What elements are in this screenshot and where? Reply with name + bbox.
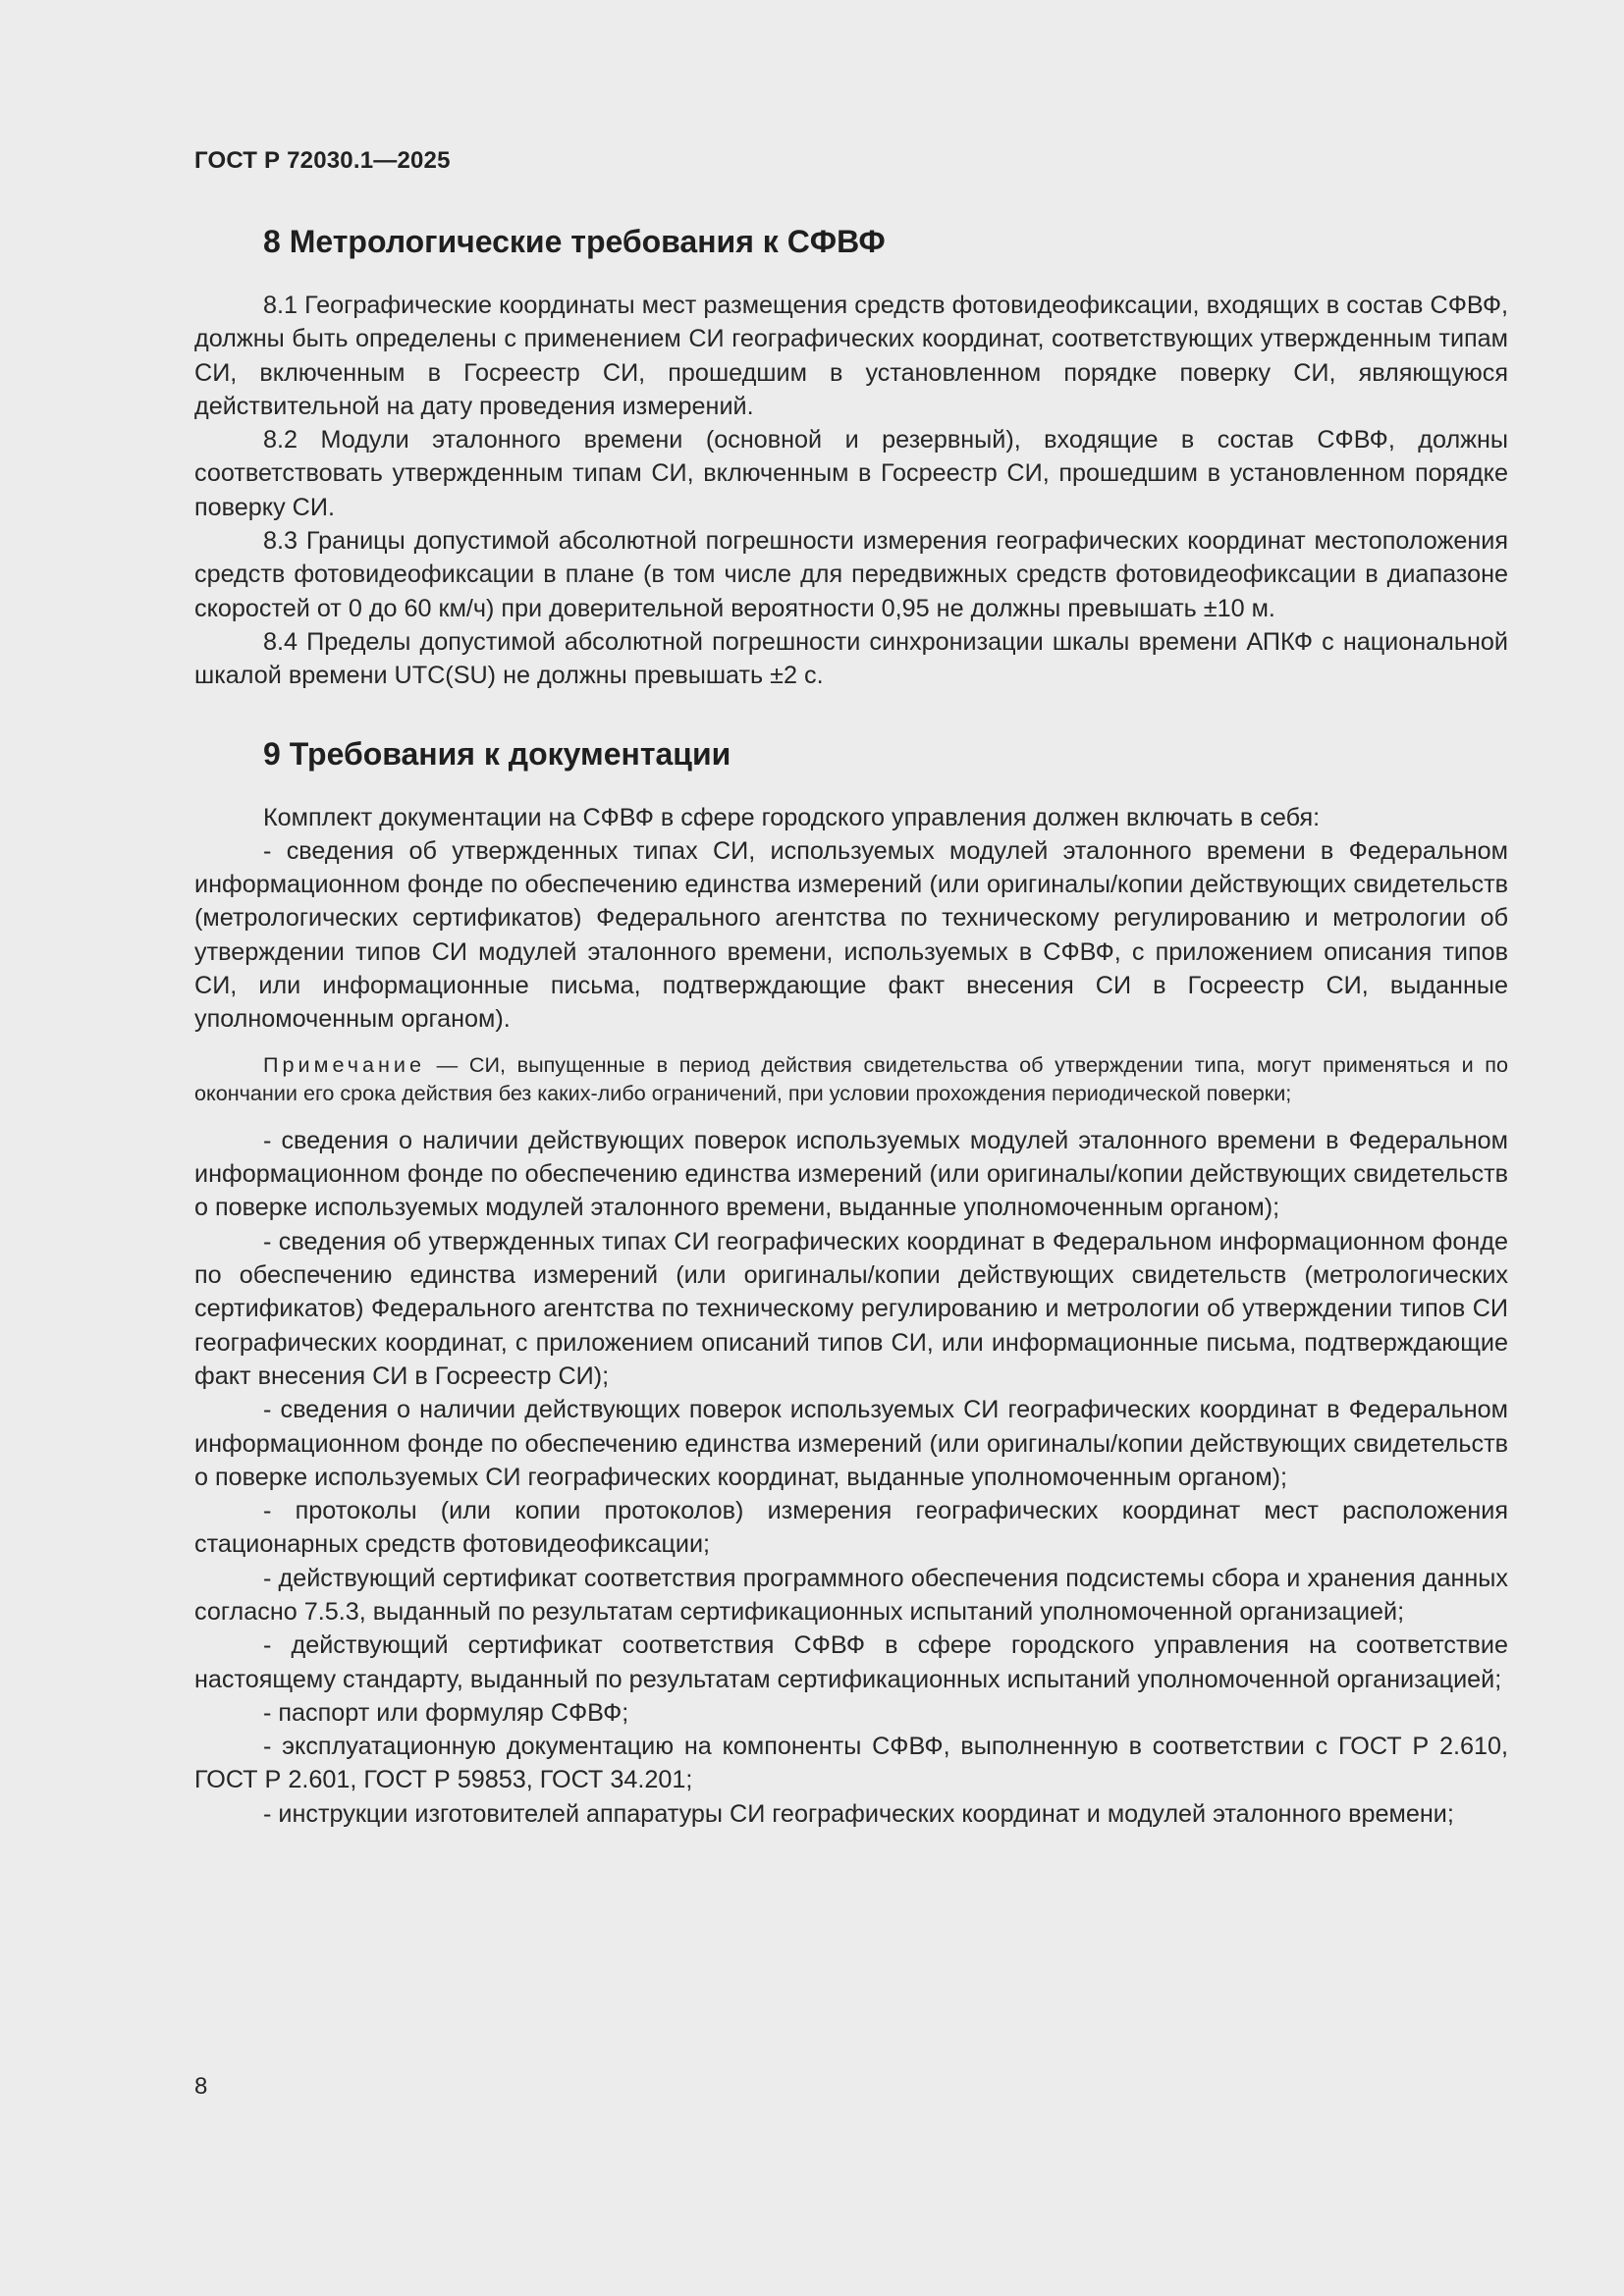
page-content <box>194 222 1508 1831</box>
list-item: - паспорт или формуляр СФВФ; <box>263 1698 629 1727</box>
section-8-title: 8 Метрологические требования к СФВФ <box>263 224 886 259</box>
document-code-header: ГОСТ Р 72030.1—2025 <box>194 147 451 174</box>
page-number: 8 <box>194 2073 208 2100</box>
list-item: - инструкции изготовителей аппаратуры СИ географических координат и модулей эталонного времени; <box>263 1799 1454 1828</box>
list-item: - сведения о наличии действующих поверок используемых модулей эталонного времени в Федеральном информационном фонде по обеспечению единства измерений (или оригиналы/копии действующих свидетельств о поверке используемых модулей эталонного времени, выданные уполномоченным органом); <box>194 1126 1508 1222</box>
paragraph-8-1: 8.1 Географические координаты мест размещения средств фотовидеофиксации, входящих в состав СФВФ, должны быть определены с применением СИ географических координат, соответствующих утвержденным типам СИ, включенным в Госреестр СИ, прошедшим в установленном порядке поверку СИ, являющуюся действительной на дату проведения измерений. <box>194 292 1508 420</box>
list-item: - сведения об утвержденных типах СИ географических координат в Федеральном информационном фонде по обеспечению единства измерений (или оригиналы/копии действующих свидетельств (метрологических сертификатов) Федерального агентства по техническому регулированию и метрологии об утверждении типов СИ географических координат, с приложением описаний типов СИ, или информационные письма, подтверждающие факт внесения СИ в Госреестр СИ); <box>194 1227 1508 1390</box>
list-item: - действующий сертификат соответствия СФВФ в сфере городского управления на соответствие настоящему стандарту, выданный по результатам сертификационных испытаний уполномоченной организацией; <box>194 1631 1508 1693</box>
list-item: - эксплуатационную документацию на компоненты СФВФ, выполненную в соответствии с ГОСТ Р 2.610, ГОСТ Р 2.601, ГОСТ Р 59853, ГОСТ 34.201; <box>194 1733 1508 1794</box>
list-item: - сведения об утвержденных типах СИ, используемых модулей эталонного времени в Федеральном информационном фонде по обеспечению единства измерений (или оригиналы/копии действующих свидетельств (метрологических сертификатов) Федерального агентства по техническому регулированию и метрологии об утверждении типов СИ модулей эталонного времени, используемых в СФВФ, с приложением описания типов СИ, или информационные письма, подтверждающие факт внесения СИ в Госреестр СИ, выданные уполномоченным органом). <box>194 836 1508 1034</box>
list-item: - действующий сертификат соответствия программного обеспечения подсистемы сбора и хранения данных согласно 7.5.3, выданный по результатам сертификационных испытаний уполномоченной организацией; <box>194 1564 1508 1626</box>
note-paragraph <box>194 1050 1508 1108</box>
note-label: Примечание <box>263 1051 425 1077</box>
paragraph-8-4: 8.4 Пределы допустимой абсолютной погрешности синхронизации шкалы времени АПКФ с национальной шкалой времени UTC(SU) не должны превышать ±2 с. <box>194 627 1508 690</box>
note-text: — СИ, выпущенные в период действия свидетельства об утверждении типа, могут применяться и по окончании его срока действия без каких-либо ограничений, при условии прохождения периодической поверки; <box>194 1051 1508 1106</box>
section-9-intro: Комплект документации на СФВФ в сфере городского управления должен включать в себя: <box>263 803 1321 831</box>
list-item: - сведения о наличии действующих поверок используемых СИ географических координат в Федеральном информационном фонде по обеспечению единства измерений (или оригиналы/копии действующих свидетельств о поверке используемых СИ географических координат, выданные уполномоченным органом); <box>194 1396 1508 1491</box>
paragraph-8-2: 8.2 Модули эталонного времени (основной и резервный), входящие в состав СФВФ, должны соответствовать утвержденным типам СИ, включенным в Госреестр СИ, прошедшим в установленном порядке поверку СИ. <box>194 426 1508 521</box>
list-item: - протоколы (или копии протоколов) измерения географических координат мест расположения стационарных средств фотовидеофиксации; <box>194 1497 1508 1559</box>
section-9-title: 9 Требования к документации <box>263 735 731 772</box>
paragraph-8-3: 8.3 Границы допустимой абсолютной погрешности измерения географических координат местоположения средств фотовидеофиксации в плане (в том числе для передвижных средств фотовидеофиксации в диапазоне скоростей от 0 до 60 км/ч) при доверительной вероятности 0,95 не должны превышать ±10 м. <box>194 527 1508 622</box>
